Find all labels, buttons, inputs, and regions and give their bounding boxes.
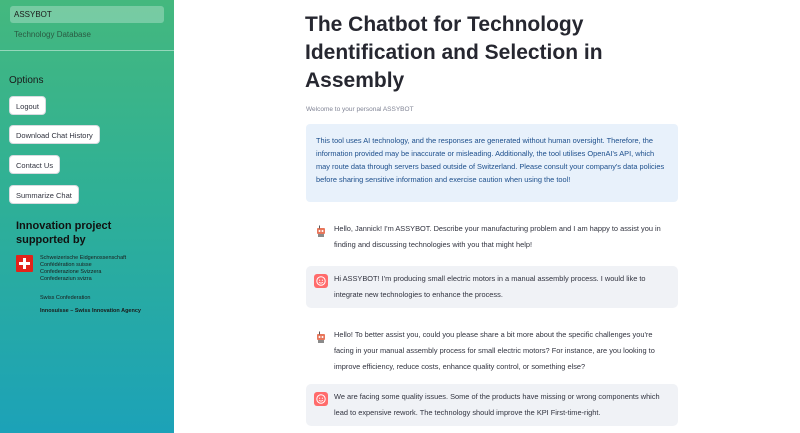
nav-item-technology-database[interactable]: Technology Database	[14, 30, 91, 39]
smiley-icon	[314, 274, 328, 288]
confederation-names	[40, 255, 126, 283]
chat-message-assistant	[306, 322, 678, 380]
innosuisse-label: Innosuisse – Swiss Innovation Agency	[40, 308, 141, 314]
message-text: Hi ASSYBOT! I'm producing small electric motors in a manual assembly process. I would like to integrate new technologies to enhance the process.	[334, 274, 646, 299]
swiss-flag-icon	[16, 255, 33, 272]
robot-icon	[314, 224, 328, 238]
swiss-confederation-label: Swiss Confederation	[40, 295, 91, 301]
confederation-line: Confédération suisse	[40, 262, 92, 268]
nav-item-assybot[interactable]: ASSYBOT	[10, 6, 164, 23]
summarize-chat-button[interactable]: Summarize Chat	[9, 185, 79, 204]
message-text: Hello, Jannick! I'm ASSYBOT. Describe your manufacturing problem and I am happy to assist you in finding and discussing technologies with you that might help!	[334, 224, 661, 249]
smiley-icon	[314, 392, 328, 406]
confederation-line: Confederazione Svizzera	[40, 269, 102, 275]
chat-message-user	[306, 384, 678, 426]
chat-message-user	[306, 266, 678, 308]
page-title: The Chatbot for Technology Identification and Selection in Assembly	[305, 13, 603, 92]
message-text: Hello! To better assist you, could you please share a bit more about the specific challenges you're facing in your manual assembly process for small electric motors? For instance, are you looking to improve efficiency, reduce costs, enhance quality control, or something else?	[334, 330, 655, 371]
contact-us-button[interactable]: Contact Us	[9, 155, 60, 174]
sidebar-nav	[0, 0, 174, 43]
sidebar	[0, 0, 174, 433]
confederation-line: Confederaziun svizra	[40, 276, 92, 282]
sidebar-divider	[0, 50, 174, 51]
message-text: We are facing some quality issues. Some of the products have missing or wrong components which lead to expensive rework. The technology should improve the KPI First-time-right.	[334, 392, 660, 417]
robot-icon	[314, 330, 328, 344]
welcome-caption: Welcome to your personal ASSYBOT	[306, 106, 414, 113]
options-heading: Options	[9, 75, 44, 86]
disclaimer-alert: This tool uses AI technology, and the responses are generated without human oversight. Therefore, the information provided may be inaccurate or misleading. Additionally, the tool utilises OpenAI's API, which may route data through servers based outside of Switzerland. Please consult your company's data policies before sharing sensitive information and exercise caution when using the tool!	[306, 124, 678, 202]
download-chat-history-button[interactable]: Download Chat History	[9, 125, 100, 144]
innovation-title: Innovation project supported by	[16, 220, 112, 246]
chat-message-assistant	[306, 216, 678, 258]
logout-button[interactable]: Logout	[9, 96, 46, 115]
confederation-line: Schweizerische Eidgenossenschaft	[40, 255, 127, 261]
